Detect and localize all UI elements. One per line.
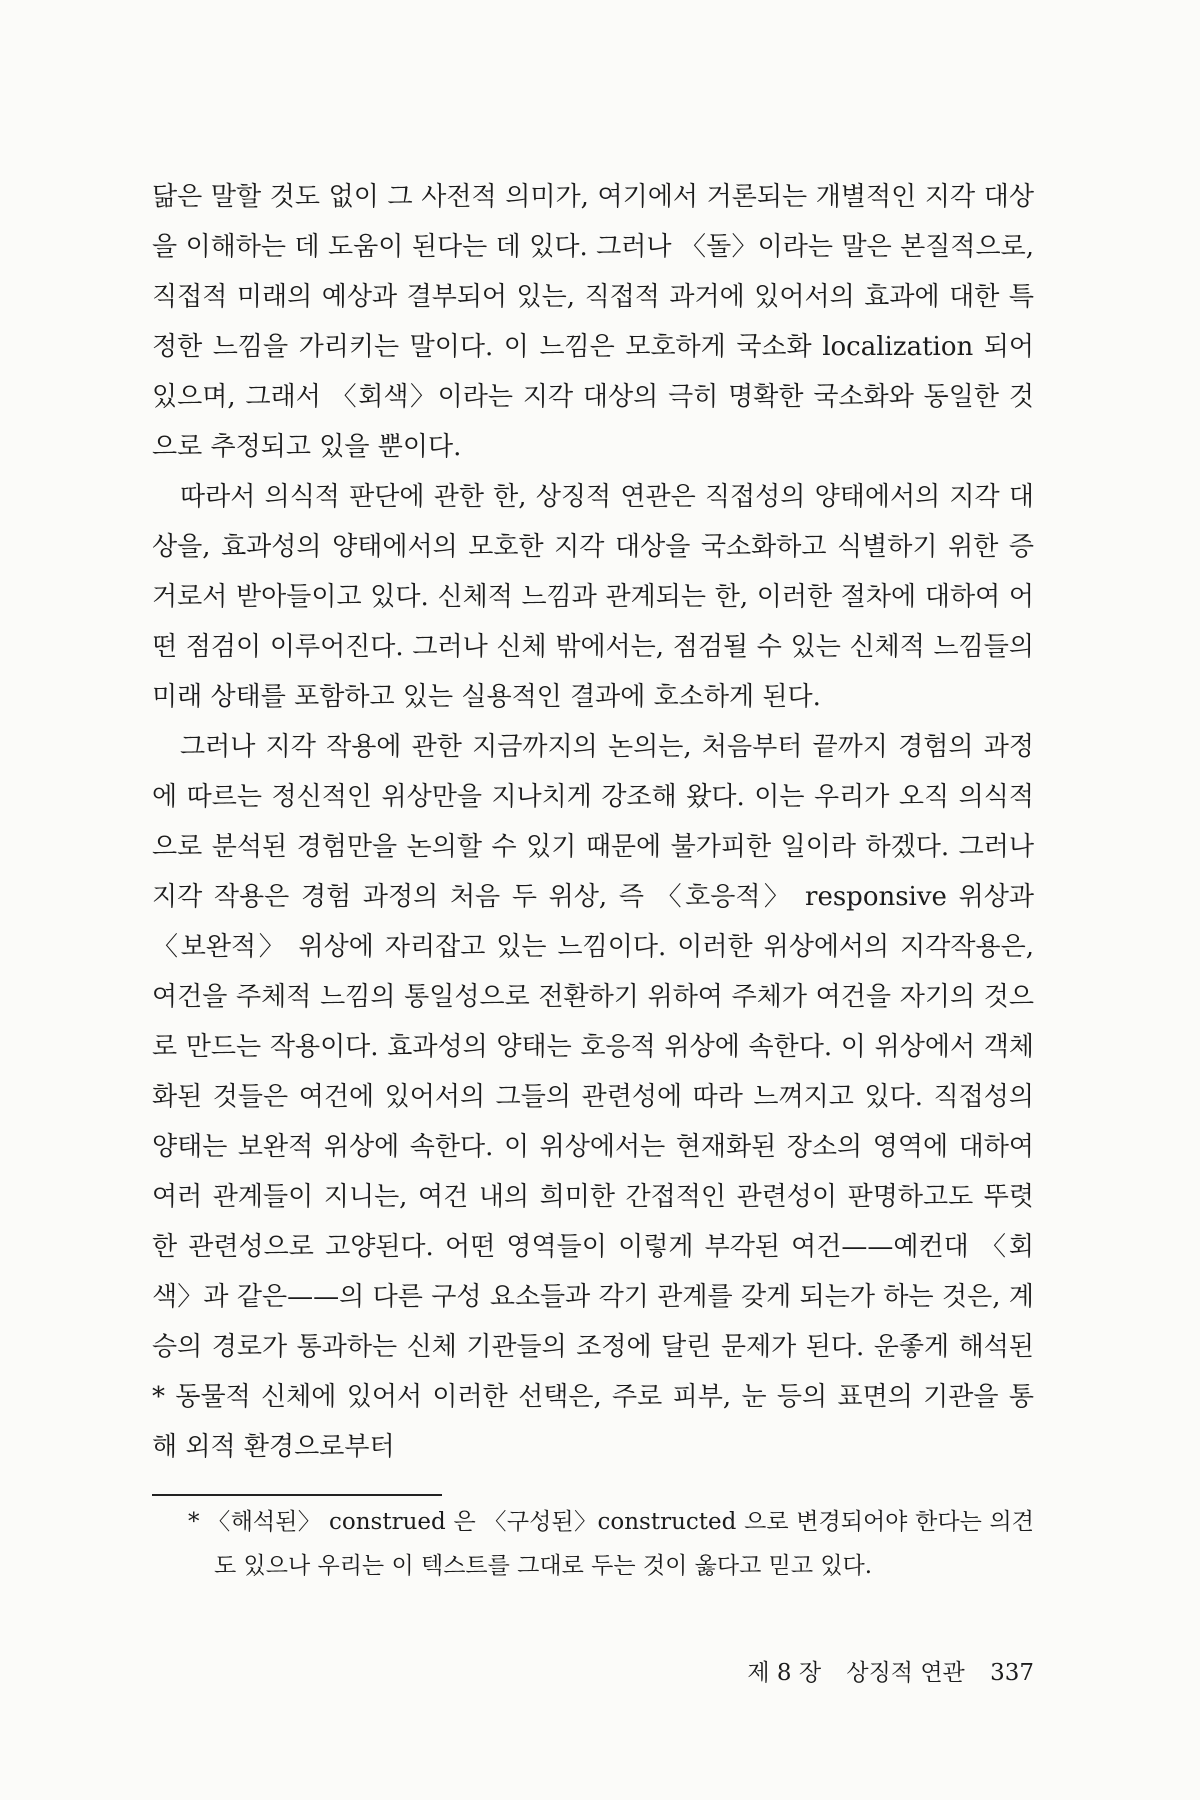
- running-footer: [747, 1654, 1034, 1687]
- page-number: 337: [990, 1660, 1034, 1686]
- footnote-divider: [152, 1494, 442, 1496]
- paragraph-1: 닮은 말할 것도 없이 그 사전적 의미가, 여기에서 거론되는 개별적인 지각 대상을 이해하는 데 도움이 된다는 데 있다. 그러나 〈돌〉이라는 말은 본질적으로, 직접적 미래의 예상과 결부되어 있는, 직접적 과거에 있어서의 효과에 대한 특정한 느낌을 가리키는 말이다. 이 느낌은 모호하게 국소화 localization 되어 있으며, 그래서 〈회색〉이라는 지각 대상의 극히 명확한 국소화와 동일한 것으로 추정되고 있을 뿐이다.: [152, 182, 1034, 462]
- footnote: [188, 1500, 1034, 1588]
- body-text: [152, 172, 1034, 1472]
- paragraph-2: 따라서 의식적 판단에 관한 한, 상징적 연관은 직접성의 양태에서의 지각 대상을, 효과성의 양태에서의 모호한 지각 대상을 국소화하고 식별하기 위한 증거로서 받아들이고 있다. 신체적 느낌과 관계되는 한, 이러한 절차에 대하여 어떤 점검이 이루어진다. 그러나 신체 밖에서는, 점검될 수 있는 신체적 느낌들의 미래 상태를 포함하고 있는 실용적인 결과에 호소하게 된다.: [152, 482, 1034, 712]
- footer-chapter: 제 8 장: [747, 1660, 822, 1686]
- footer-chapter-title: 상징적 연관: [846, 1660, 965, 1686]
- footnote-text: * 〈해석된〉 construed 은 〈구성된〉constructed 으로 변경되어야 한다는 의견도 있으나 우리는 이 텍스트를 그대로 두는 것이 옳다고 믿고 있다.: [188, 1509, 1034, 1579]
- paragraph-3: 그러나 지각 작용에 관한 지금까지의 논의는, 처음부터 끝까지 경험의 과정에 따르는 정신적인 위상만을 지나치게 강조해 왔다. 이는 우리가 오직 의식적으로 분석된 경험만을 논의할 수 있기 때문에 불가피한 일이라 하겠다. 그러나 지각 작용은 경험 과정의 처음 두 위상, 즉 〈호응적〉 responsive 위상과 〈보완적〉 위상에 자리잡고 있는 느낌이다. 이러한 위상에서의 지각작용은, 여건을 주체적 느낌의 통일성으로 전환하기 위하여 주체가 여건을 자기의 것으로 만드는 작용이다. 효과성의 양태는 호응적 위상에 속한다. 이 위상에서 객체화된 것들은 여건에 있어서의 그들의 관련성에 따라 느껴지고 있다. 직접성의 양태는 보완적 위상에 속한다. 이 위상에서는 현재화된 장소의 영역에 대하여 여러 관계들이 지니는, 여건 내의 희미한 간접적인 관련성이 판명하고도 뚜렷한 관련성으로 고양된다. 어떤 영역들이 이렇게 부각된 여건——예컨대 〈회색〉과 같은——의 다른 구성 요소들과 각기 관계를 갖게 되는가 하는 것은, 계승의 경로가 통과하는 신체 기관들의 조정에 달린 문제가 된다. 운좋게 해석된* 동물적 신체에 있어서 이러한 선택은, 주로 피부, 눈 등의 표면의 기관을 통해 외적 환경으로부터: [152, 732, 1034, 1462]
